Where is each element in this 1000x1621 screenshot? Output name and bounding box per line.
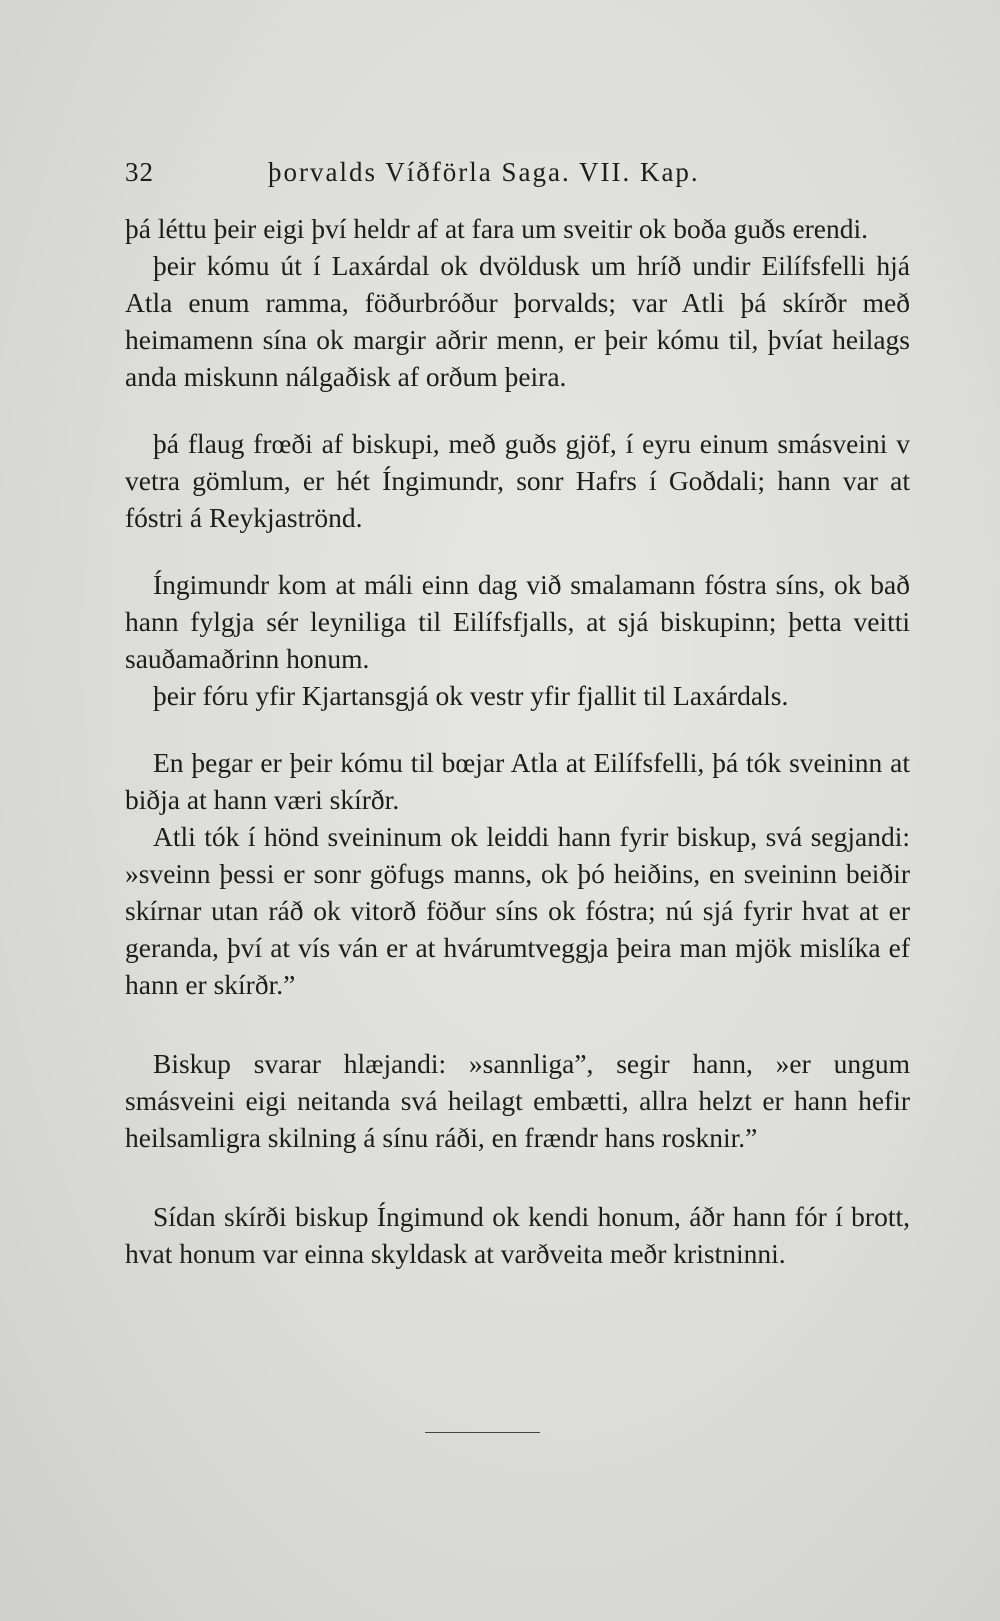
paragraph: Atli tók í hönd sveininum ok leiddi hann fyrir biskup, svá segjandi: »sveinn þessi er sonr göfugs manns, ok þó heiðins, en sveininn beiðir skírnar utan ráð ok vitorð föður síns ok fóstra; nú sjá fyrir hvat at er geranda, því at vís ván er at hvárumtveggja þeira man mjök mislíka ef hann er skírðr.” bbox=[125, 821, 910, 1000]
page-number: 32 bbox=[125, 157, 154, 187]
paragraph: Sídan skírði biskup Íngimund ok kendi honum, áðr hann fór í brott, hvat honum var einna skyldask at varðveita meðr kristninni. bbox=[125, 1201, 910, 1269]
paragraph: En þegar er þeir kómu til bœjar Atla at Eilífsfelli, þá tók sveininn at biðja at hann væri skírðr. bbox=[125, 747, 910, 815]
paragraph: Íngimundr kom at máli einn dag við smalamann fóstra síns, ok bað hann fylgja sér leyniliga til Eilífsfjalls, at sjá biskupinn; þetta veitti sauðamaðrinn honum. bbox=[125, 569, 910, 674]
section-divider bbox=[425, 1432, 540, 1433]
running-title: þorvalds Víðförla Saga. VII. Kap. bbox=[268, 157, 700, 187]
paragraph: þeir kómu út í Laxárdal ok dvöldusk um hríð undir Eilífsfelli hjá Atla enum ramma, föðurbróður þorvalds; var Atli þá skírðr með heimamenn sína ok margir aðrir menn, er þeir kómu til, þvíat heilags anda miskunn nálgaðisk af orðum þeira. bbox=[125, 250, 910, 392]
body-text bbox=[125, 210, 910, 1272]
page-header bbox=[125, 157, 905, 197]
paragraph: þá léttu þeir eigi því heldr af at fara um sveitir ok boða guðs erendi. bbox=[125, 213, 869, 244]
paragraph: þeir fóru yfir Kjartansgjá ok vestr yfir fjallit til Laxárdals. bbox=[153, 680, 789, 711]
paragraph: þá flaug frœði af biskupi, með guðs gjöf, í eyru einum smásveini v vetra gömlum, er hét Íngimundr, sonr Hafrs í Goðdali; hann var at fóstri á Reykjaströnd. bbox=[125, 428, 910, 533]
paragraph: Biskup svarar hlæjandi: »sannliga”, segir hann, »er ungum smásveini eigi neitanda svá heilagt embætti, allra helzt er hann hefir heilsamligra skilning á sínu ráði, en frændr hans rosknir.” bbox=[125, 1048, 910, 1153]
